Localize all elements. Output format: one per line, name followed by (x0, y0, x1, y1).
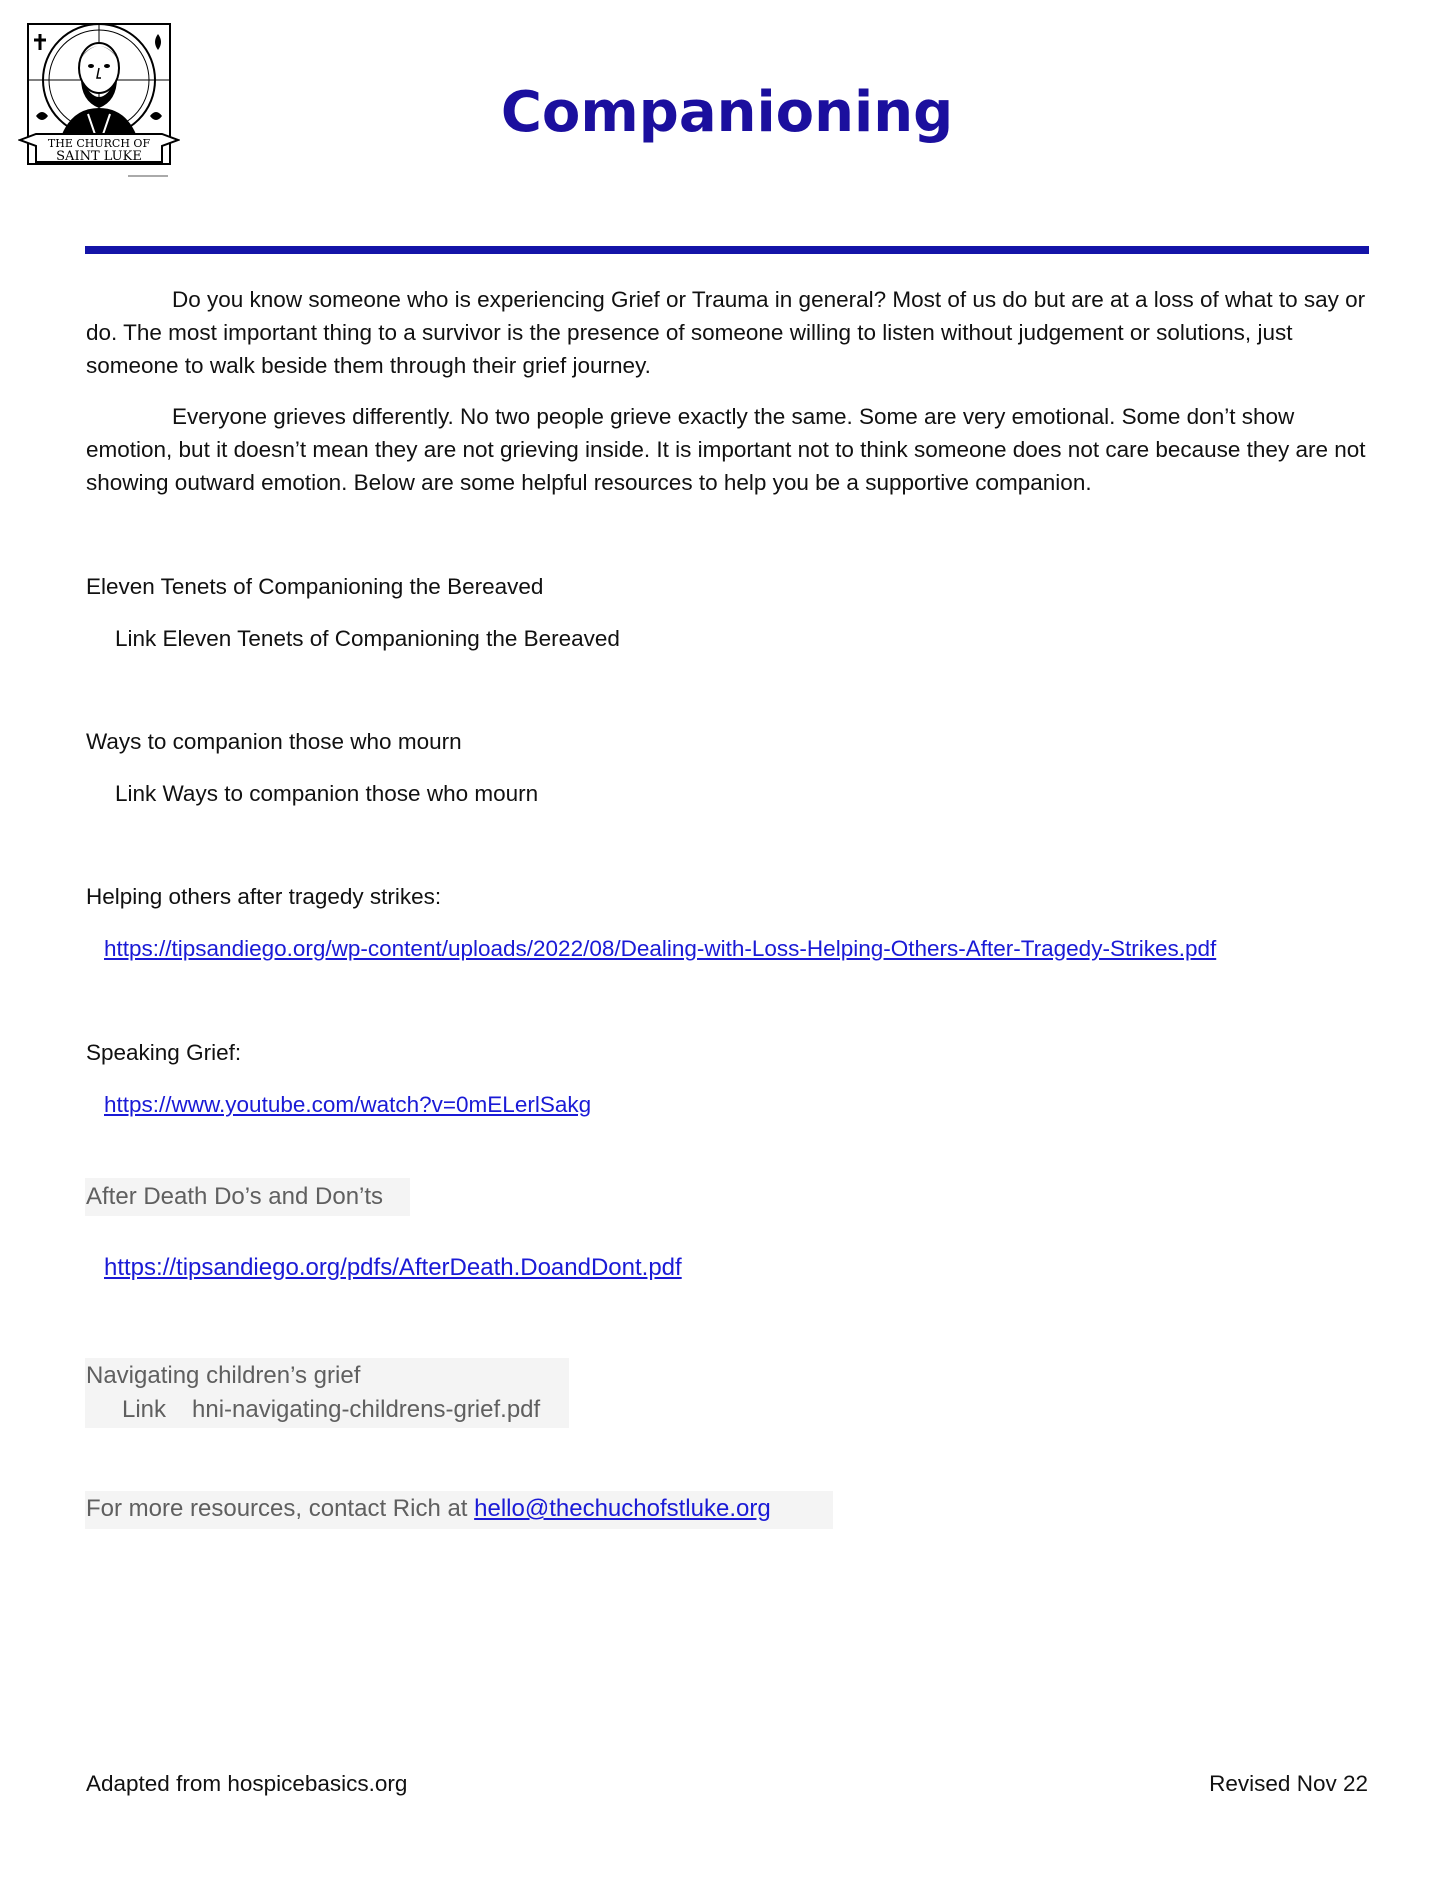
page-title (0, 80, 1454, 145)
logo-text-top: THE CHURCH OF (47, 137, 151, 150)
tragedy-heading: Helping others after tragedy strikes: (86, 884, 442, 909)
title-divider (85, 246, 1369, 254)
contact-text: For more resources, contact Rich at (86, 1495, 475, 1522)
eleven-tenets-link[interactable]: Link Eleven Tenets of Companioning the Bereaved (115, 626, 620, 651)
speaking-grief-url-link[interactable]: https://www.youtube.com/watch?v=0mELerlSakg (104, 1092, 592, 1117)
eleven-tenets-heading: Eleven Tenets of Companioning the Bereaved (86, 574, 544, 599)
footer-revised: Revised Nov 22 (1209, 1771, 1368, 1796)
logo-text-bottom: SAINT LUKE (56, 149, 142, 164)
children-grief-link-label: Link (122, 1396, 167, 1423)
page-title-text: Companioning (500, 80, 954, 145)
intro-paragraph-2-text: Everyone grieves differently. No two people grieve exactly the same. Some are very emotional. Some don’t show emotion, but it doesn’t mean they are not grieving inside. It is important not to think someone does not care because they are not showing outward emotion. Below are some helpful resources to help you be a supportive companion. (86, 404, 1366, 495)
contact-email-link[interactable]: hello@thechuchofstluke.org (474, 1495, 771, 1522)
intro-paragraph-1 (86, 283, 1376, 382)
tragedy-url-link[interactable]: https://tipsandiego.org/wp-content/uploads/2022/08/Dealing-with-Loss-Helping-Others-After-Tragedy-Strikes.pdf (104, 936, 1217, 961)
intro-paragraph-2 (86, 400, 1376, 499)
ways-to-companion-link[interactable]: Link Ways to companion those who mourn (115, 781, 539, 806)
children-grief-file-link[interactable]: hni-navigating-childrens-grief.pdf (192, 1396, 541, 1423)
after-death-heading: After Death Do’s and Don’ts (86, 1183, 384, 1210)
footer-source: Adapted from hospicebasics.org (86, 1771, 408, 1796)
speaking-grief-heading: Speaking Grief: (86, 1040, 242, 1065)
ways-to-companion-heading: Ways to companion those who mourn (86, 729, 462, 754)
after-death-url-link[interactable]: https://tipsandiego.org/pdfs/AfterDeath.DoandDont.pdf (104, 1254, 682, 1281)
contact-line (86, 1495, 771, 1523)
intro-paragraph-1-text: Do you know someone who is experiencing Grief or Trauma in general? Most of us do but are at a loss of what to say or do. The most important thing to a survivor is the presence of someone willing to listen without judgement or solutions, just someone to walk beside them through their grief journey. (86, 287, 1366, 378)
children-grief-heading: Navigating children’s grief (86, 1362, 361, 1389)
